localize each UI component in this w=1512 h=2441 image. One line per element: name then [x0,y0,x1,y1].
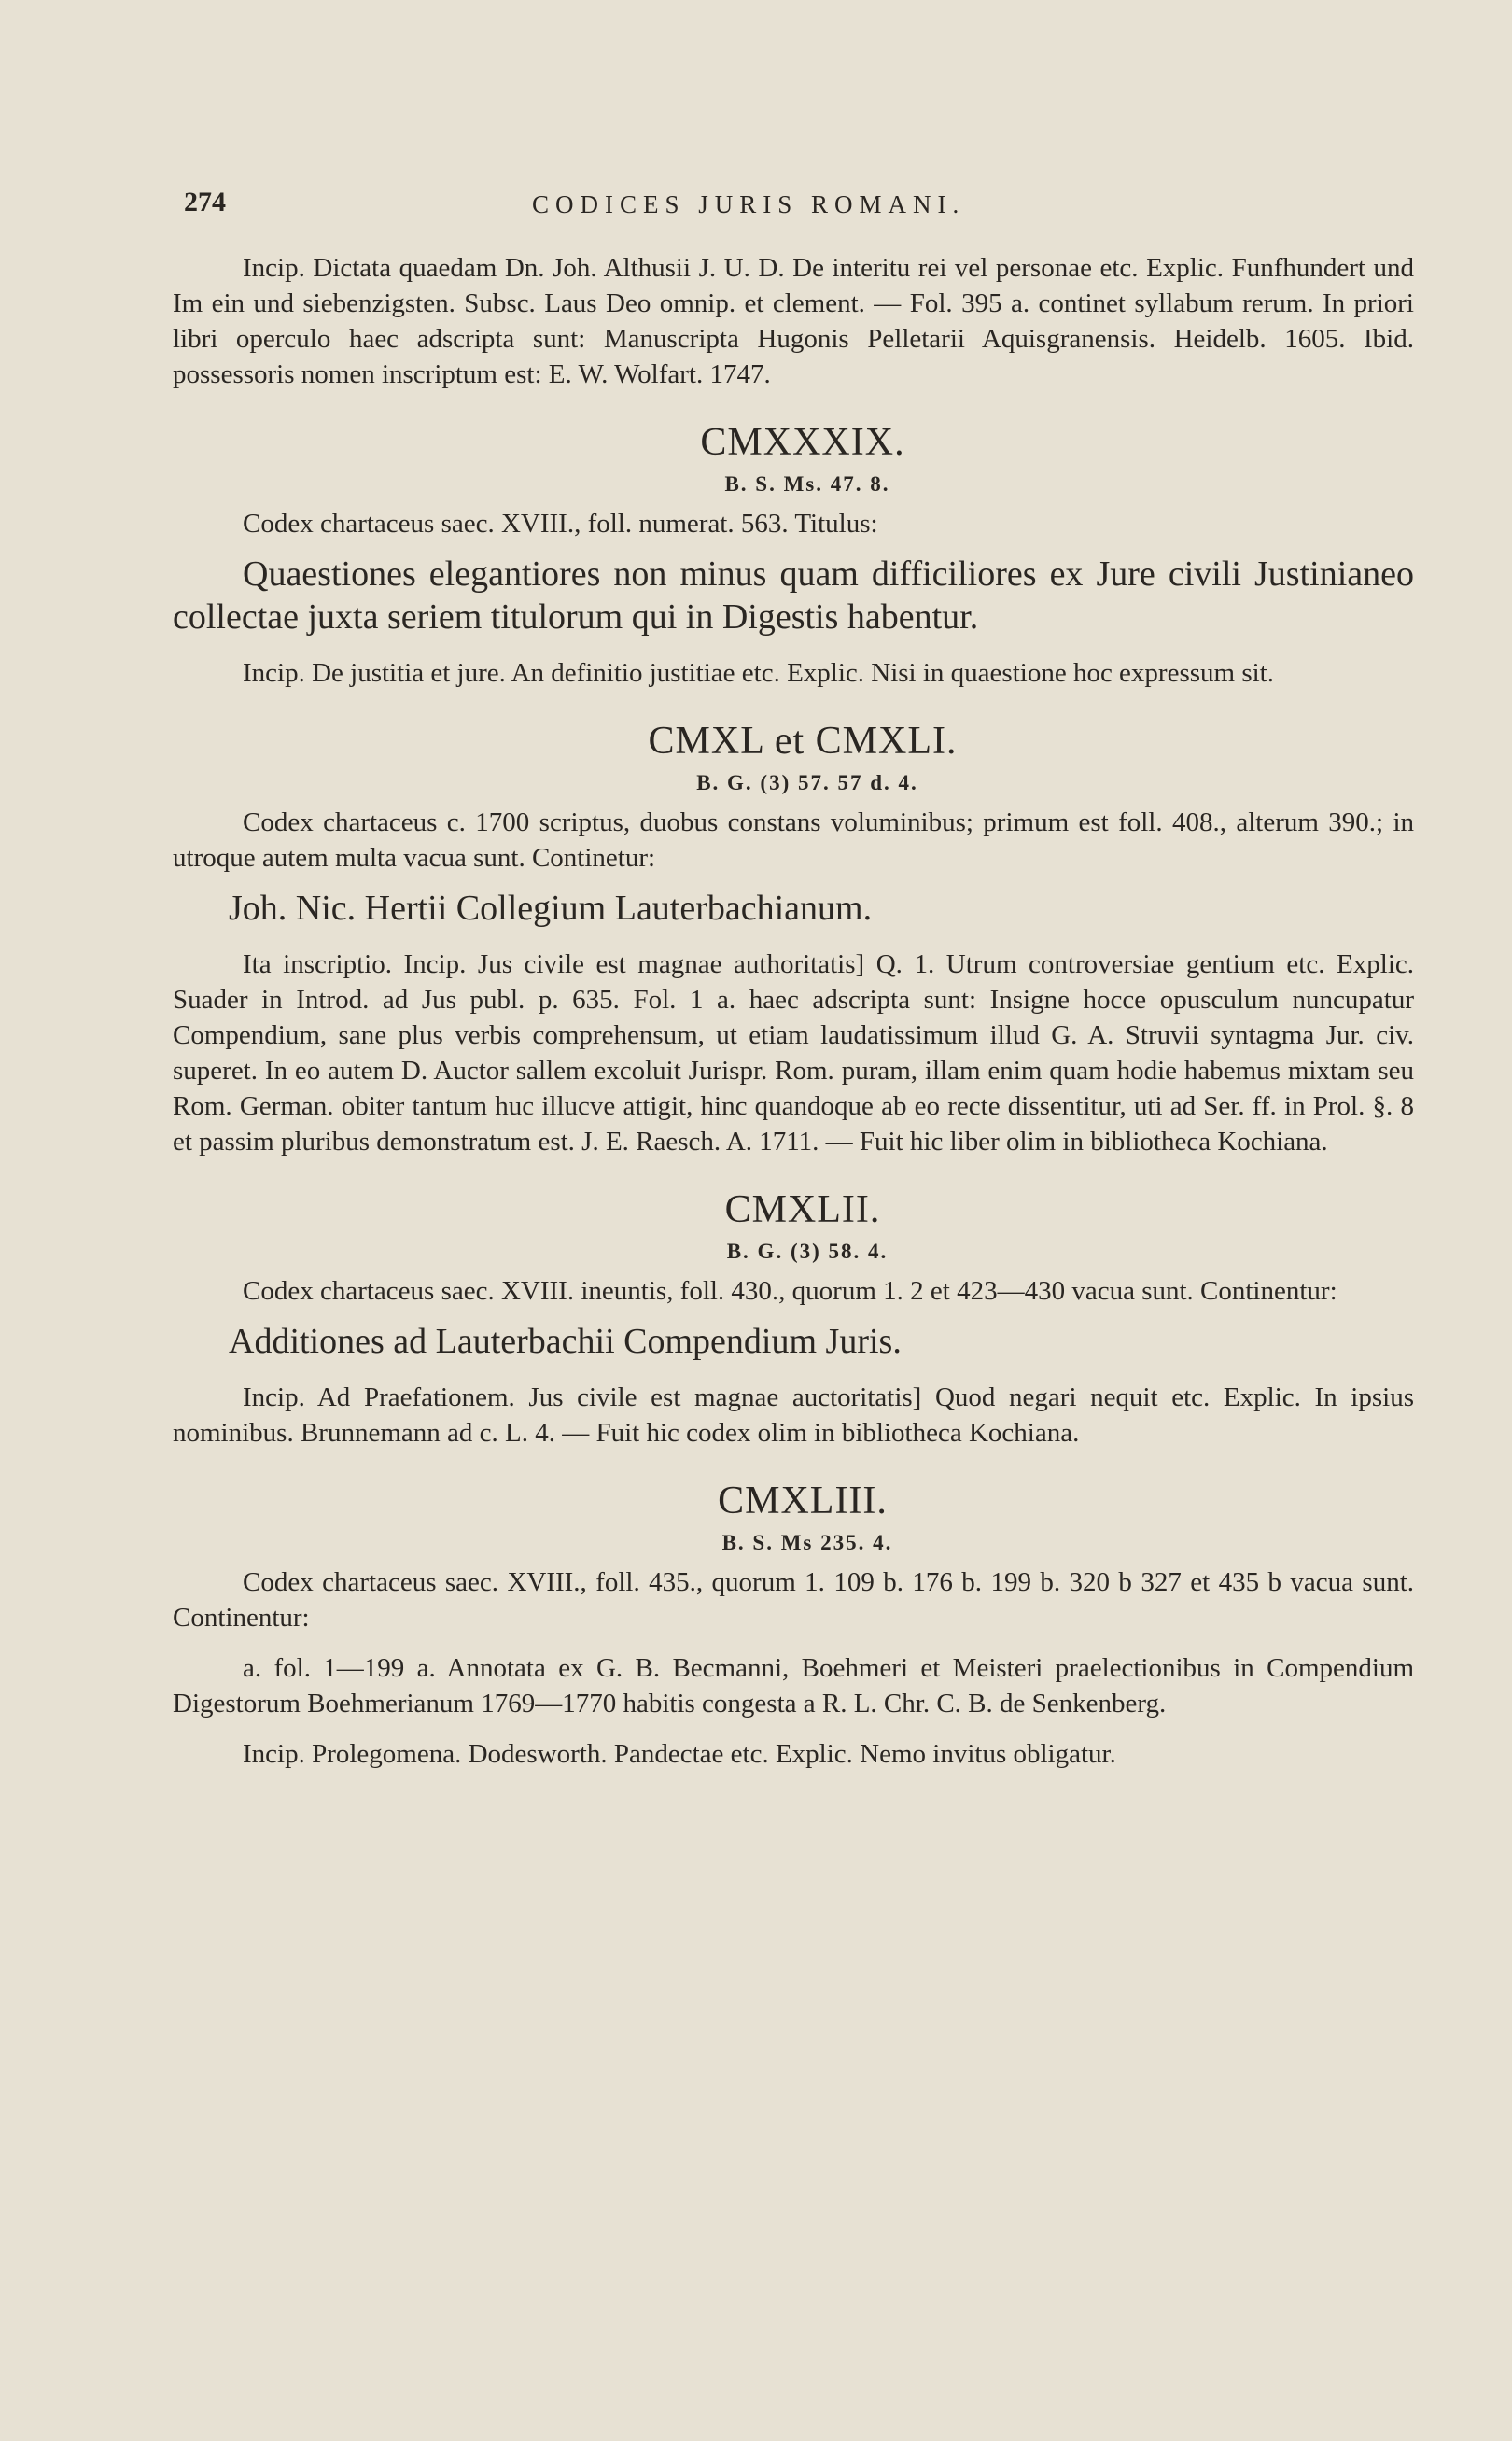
entry-incipit: Incip. Ad Praefationem. Jus civile est magnae auctoritatis] Quod negari nequit etc. Explic. In ipsius nominibus. Brunnemann ad c. L. 4. — Fuit hic codex olim in bibliotheca Kochiana. [173,1382,1414,1448]
entry-heading: CMXL et CMXLI. [648,720,958,763]
entry-description: Codex chartaceus saec. XVIII., foll. 435., quorum 1. 109 b. 176 b. 199 b. 320 b 327 et 435 b vacua sunt. Continentur: [173,1567,1414,1633]
entry-title: Quaestiones elegantiores non minus quam difficiliores ex Jure civili Justinianeo collectae juxta seriem titulorum qui in Digestis habentur. [173,554,1414,637]
entry-heading: CMXLII. [724,1188,881,1231]
entry-incipit: Ita inscriptio. Incip. Jus civile est magnae authoritatis] Q. 1. Utrum controversiae gentium etc. Explic. Suader in Introd. ad Jus publ. p. 635. Fol. 1 a. haec adscripta sunt: Insigne hocce opusculum nuncupatur Compendium, sane plus verbis comprehensum, ut etiam laudatissimum illud G. A. Struvii syntagma Jur. civ. superet. In eo autem D. Auctor sallem excoluit Jurispr. Rom. puram, illam enim quam hodie habemus mixtam seu Rom. German. obiter tantum huc illucve attigit, hinc quandoque ab eo recte dissentitur, uti ad Ser. ff. in Prol. §. 8 et passim pluribus demonstratum est. J. E. Raesch. A. 1711. — Fuit hic liber olim in bibliotheca Kochiana. [173,949,1414,1157]
page-content [173,187,1414,1772]
entry-heading: CMXXXIX. [700,421,905,464]
entry-incipit: Incip. Prolegomena. Dodesworth. Pandectae etc. Explic. Nemo invitus obligatur. [243,1739,1116,1769]
catalogue-entry [173,1187,1414,1451]
entry-shelfmark: B. S. Ms 235. 4. [721,1531,893,1554]
entry-title: Joh. Nic. Hertii Collegium Lauterbachianum. [229,889,873,928]
running-title: CODICES JURIS ROMANI. [532,190,966,218]
entry-shelfmark: B. G. (3) 58. 4. [726,1240,889,1263]
catalogue-entry [173,1479,1414,1772]
entry-description: Codex chartaceus saec. XVIII. ineuntis, foll. 430., quorum 1. 2 et 423—430 vacua sunt. Continentur: [243,1276,1337,1306]
running-head [173,187,1414,233]
spacer [173,1721,1414,1736]
entry-title: Additiones ad Lauterbachii Compendium Juris. [229,1322,902,1361]
entry-description: Codex chartaceus saec. XVIII., foll. numerat. 563. Titulus: [243,509,878,539]
continuation-paragraph: Incip. Dictata quaedam Dn. Joh. Althusii J. U. D. De interitu rei vel personae etc. Explic. Funfhundert und Im ein und siebenzigsten. Subsc. Laus Deo omnip. et clement. — Fol. 395 a. continet syllabum rerum. In priori libri operculo haec adscripta sunt: Manuscripta Hugonis Pelletarii Aquisgranensis. Heidelb. 1605. Ibid. possessoris nomen inscriptum est: E. W. Wolfart. 1747. [173,253,1414,389]
entry-incipit: Incip. De justitia et jure. An definitio justitiae etc. Explic. Nisi in quaestione hoc expressum sit. [243,658,1274,688]
entry-heading: CMXLIII. [718,1480,888,1522]
entry-item-a: a. fol. 1—199 a. Annotata ex G. B. Becmanni, Boehmeri et Meisteri praelectionibus in Compendium Digestorum Boehmerianum 1769—1770 habitis congesta a R. L. Chr. C. B. de Senkenberg. [173,1653,1414,1719]
entry-shelfmark: B. S. Ms. 47. 8. [724,472,890,496]
entry-shelfmark: B. G. (3) 57. 57 d. 4. [696,771,918,794]
page-number: 274 [184,187,226,217]
catalogue-entry [173,420,1414,691]
catalogue-entry [173,719,1414,1159]
entry-description: Codex chartaceus c. 1700 scriptus, duobus constans voluminibus; primum est foll. 408., alterum 390.; in utroque autem multa vacua sunt. Continetur: [173,807,1414,873]
spacer [173,1635,1414,1650]
